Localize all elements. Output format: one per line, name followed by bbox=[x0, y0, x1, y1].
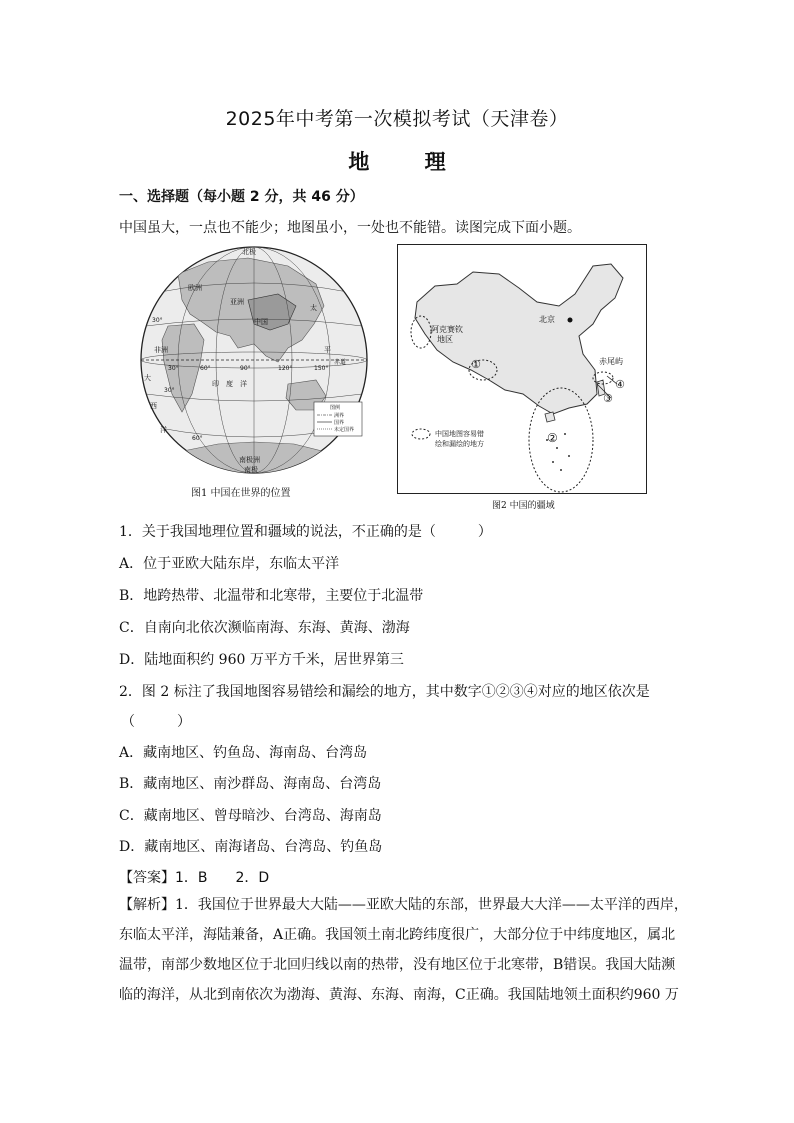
label-aksai-chin-2: 地区 bbox=[437, 335, 453, 344]
analysis-line-3: 温带，南部少数地区位于北回归线以南的热带，没有地区位于北寒带，B错误。我国大陆濒 bbox=[119, 957, 676, 973]
label-num-3: ③ bbox=[603, 392, 613, 405]
label-lon30: 30° bbox=[168, 365, 179, 372]
label-equator: 赤道 bbox=[334, 359, 347, 366]
svg-text:绘和漏绘的地方: 绘和漏绘的地方 bbox=[435, 440, 484, 448]
label-europe: 欧洲 bbox=[188, 284, 202, 292]
section-heading: 一、选择题（每小题 2 分，共 46 分） bbox=[119, 189, 364, 205]
svg-text:未定国界: 未定国界 bbox=[334, 427, 355, 433]
label-antarctica: 南极洲 bbox=[239, 456, 260, 464]
q1-option-b: B．地跨热带、北温带和北寒带，主要位于北温带 bbox=[119, 588, 424, 604]
answer-line bbox=[119, 867, 269, 887]
question-2-blank: （ ） bbox=[121, 714, 191, 730]
label-chiwei: 赤尾屿 bbox=[599, 357, 623, 366]
label-beijing: 北京 bbox=[539, 315, 555, 324]
label-pacific-1: 太 bbox=[310, 304, 317, 312]
label-pacific-2: 平 bbox=[324, 346, 331, 354]
q1-option-c: C．自南向北依次濒临南海、东海、黄海、渤海 bbox=[119, 620, 410, 636]
q1-option-d: D．陆地面积约 960 万平方千米，居世界第三 bbox=[119, 652, 404, 668]
analysis-line-4: 临的海洋，从北到南依次为渤海、黄海、东海、南海，C正确。我国陆地领土面积约960 万 bbox=[119, 987, 679, 1003]
q2-option-d: D．藏南地区、南海诸岛、台湾岛、钓鱼岛 bbox=[119, 839, 383, 855]
label-china: 中国 bbox=[254, 318, 268, 326]
svg-text:中国地图容易错: 中国地图容易错 bbox=[435, 430, 484, 438]
hainan-island bbox=[545, 412, 555, 422]
label-num-1: ① bbox=[471, 358, 481, 371]
question-1-stem: 1．关于我国地理位置和疆域的说法，不正确的是（ ） bbox=[119, 524, 492, 540]
q2-option-c: C．藏南地区、曾母暗沙、台湾岛、海南岛 bbox=[119, 808, 382, 824]
svg-text:国界: 国界 bbox=[334, 420, 345, 426]
label-lat30n: 30° bbox=[152, 317, 163, 324]
label-num-2: ② bbox=[547, 431, 558, 445]
label-atlantic-2: 西 bbox=[150, 402, 157, 410]
figure2-caption: 图2 中国的疆域 bbox=[492, 501, 555, 511]
svg-text:图例: 图例 bbox=[330, 405, 341, 411]
figure1-caption: 图1 中国在世界的位置 bbox=[191, 488, 291, 499]
label-atlantic-1: 大 bbox=[144, 374, 151, 382]
label-south-pole: 南极 bbox=[244, 466, 258, 474]
question-2-stem: 2．图 2 标注了我国地图容易错绘和漏绘的地方，其中数字①②③④对应的地区依次是 bbox=[119, 684, 650, 700]
label-north-pole: 北极 bbox=[242, 248, 256, 256]
label-lon60: 60° bbox=[200, 365, 211, 372]
label-lat60s: 60° bbox=[192, 435, 203, 442]
answer-text: 1．B 2．D bbox=[175, 870, 270, 886]
analysis-line-2: 东临太平洋，海陆兼备，A正确。我国领土南北跨纬度很广，大部分位于中纬度地区，属北 bbox=[119, 927, 676, 943]
label-lon90: 90° bbox=[240, 365, 251, 372]
label-atlantic-3: 洋 bbox=[160, 426, 167, 434]
subject-title: 地 理 bbox=[348, 150, 470, 174]
label-africa: 非洲 bbox=[154, 346, 168, 354]
analysis-block bbox=[119, 890, 688, 1010]
label-lon120: 120° bbox=[278, 365, 293, 372]
label-lat30s: 30° bbox=[164, 387, 175, 394]
label-indian-ocean: 印 度 洋 bbox=[212, 380, 247, 388]
label-num-4: ④ bbox=[615, 378, 625, 391]
q2-option-a: A．藏南地区、钓鱼岛、海南岛、台湾岛 bbox=[119, 745, 368, 761]
question-intro: 中国虽大，一点也不能少；地图虽小，一处也不能错。读图完成下面小题。 bbox=[119, 220, 581, 236]
globe-map-figure bbox=[138, 244, 370, 476]
globe-legend bbox=[314, 402, 362, 436]
answer-tag: 【答案】 bbox=[119, 870, 175, 886]
china-territory-map bbox=[397, 244, 647, 494]
q2-option-b: B．藏南地区、南沙群岛、海南岛、台湾岛 bbox=[119, 776, 382, 792]
svg-text:洲界: 洲界 bbox=[334, 413, 345, 419]
analysis-line-1: 1．我国位于世界最大大陆——亚欧大陆的东部，世界最大大洋——太平洋的西岸， bbox=[175, 897, 688, 913]
label-lon150: 150° bbox=[314, 365, 329, 372]
analysis-tag: 【解析】 bbox=[119, 897, 175, 913]
page-title: 2025年中考第一次模拟考试（天津卷） bbox=[225, 108, 569, 130]
label-aksai-chin-1: 阿克赛钦 bbox=[431, 325, 463, 334]
label-asia: 亚洲 bbox=[230, 298, 244, 306]
q1-option-a: A．位于亚欧大陆东岸，东临太平洋 bbox=[119, 556, 340, 572]
beijing-star-icon bbox=[568, 318, 573, 323]
